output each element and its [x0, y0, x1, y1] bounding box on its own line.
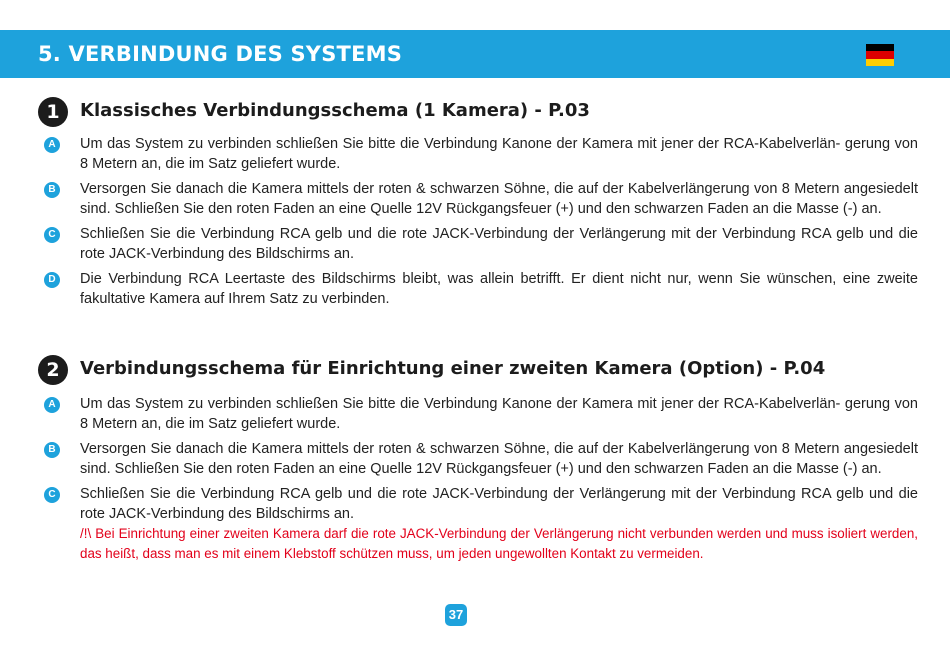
item-badge: A: [44, 137, 60, 153]
list-item: [38, 135, 918, 174]
item-badge: D: [44, 272, 60, 288]
item-text: Schließen Sie die Verbindung RCA gelb und die rote JACK-Verbindung der Verlängerung mit der Verbindung RCA gelb und die rote JACK-Verbindung des Bildschirms an.: [80, 226, 918, 262]
item-badge: C: [44, 487, 60, 503]
item-text: Um das System zu verbinden schließen Sie bitte die Verbindung Kanone der Kamera mit jener der RCA-Kabelverlän- gerung von 8 Metern an, die im Satz geliefert wurde.: [80, 396, 918, 432]
item-text: Schließen Sie die Verbindung RCA gelb und die rote JACK-Verbindung der Verlängerung mit der Verbindung RCA gelb und die rote JACK-Verbindung des Bildschirms an.: [80, 486, 918, 522]
page-header: [0, 30, 950, 78]
warning-note: /!\ Bei Einrichtung einer zweiten Kamera darf die rote JACK-Verbindung der Verlängerung nicht verbunden werden und muss isoliert werden, das heißt, dass man es mit einem Klebstoff schützen muss, um jeden ungewollten Kontakt zu vermeiden.: [80, 526, 918, 561]
section-title: Verbindungsschema für Einrichtung einer zweiten Kamera (Option) - P.04: [80, 358, 826, 379]
item-badge: C: [44, 227, 60, 243]
item-badge: B: [44, 442, 60, 458]
list-item: [38, 440, 918, 479]
section-heading: [38, 97, 918, 129]
list-item: [38, 485, 918, 563]
list-item: [38, 270, 918, 309]
list-item: [38, 225, 918, 264]
section-number: 2: [38, 355, 68, 385]
list-item: [38, 180, 918, 219]
section-heading: [38, 355, 918, 387]
section-1: [38, 97, 918, 315]
item-text: Um das System zu verbinden schließen Sie bitte die Verbindung Kanone der Kamera mit jener der RCA-Kabelverlän- gerung von 8 Metern an, die im Satz geliefert wurde.: [80, 136, 918, 172]
german-flag-icon: [866, 44, 894, 66]
item-badge: B: [44, 182, 60, 198]
page-title: 5. VERBINDUNG DES SYSTEMS: [38, 42, 403, 66]
section-title: Klassisches Verbindungsschema (1 Kamera) - P.03: [80, 100, 590, 121]
item-text: Die Verbindung RCA Leertaste des Bildschirms bleibt, was allein betrifft. Er dient nicht nur, wenn Sie wünschen, eine zweite fakultative Kamera auf Ihrem Satz zu verbinden.: [80, 271, 918, 307]
section-2: [38, 355, 918, 569]
item-text: Versorgen Sie danach die Kamera mittels der roten & schwarzen Söhne, die auf der Kabelverlängerung von 8 Metern angesiedelt sind. Schließen Sie den roten Faden an eine Quelle 12V Rückgangsfeuer (+) und den schwarzen Faden an die Masse (-) an.: [80, 441, 918, 477]
item-text: Versorgen Sie danach die Kamera mittels der roten & schwarzen Söhne, die auf der Kabelverlängerung von 8 Metern angesiedelt sind. Schließen Sie den roten Faden an eine Quelle 12V Rückgangsfeuer (+) und den schwarzen Faden an die Masse (-) an.: [80, 181, 918, 217]
section-number: 1: [38, 97, 68, 127]
item-badge: A: [44, 397, 60, 413]
list-item: [38, 395, 918, 434]
page-number: 37: [445, 604, 467, 626]
